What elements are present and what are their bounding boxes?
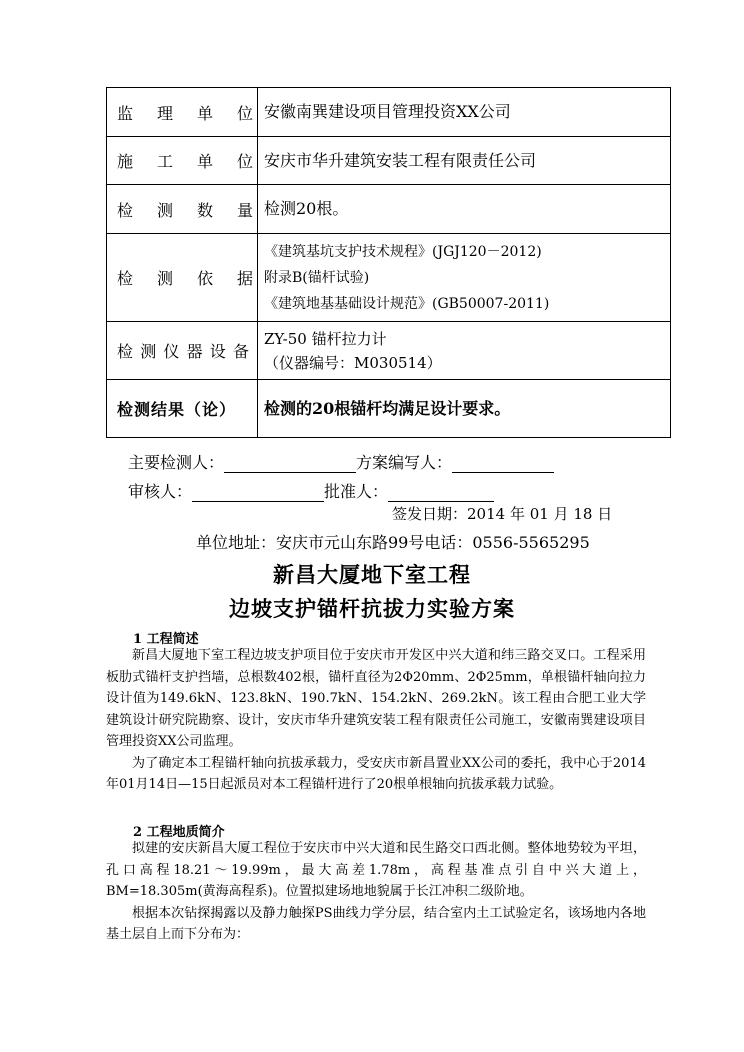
- label-char: 单: [196, 152, 213, 171]
- company-address: 单位地址：安庆市元山东路99号电话：0556-5565295: [196, 533, 590, 552]
- row-label: [107, 88, 258, 137]
- label-char: 检: [117, 342, 134, 361]
- label-char: 依: [196, 269, 213, 288]
- basis-line: 附录B(锚杆试验): [264, 269, 370, 286]
- signature-blank: [388, 485, 494, 502]
- equipment-value: [258, 322, 671, 380]
- label-char: 设: [209, 342, 226, 361]
- table-row: [107, 322, 671, 380]
- label-char: 仪: [163, 342, 180, 361]
- result-label-text: 检测结果（论）: [117, 400, 237, 419]
- equipment-line: （仪器编号：M030514）: [264, 353, 442, 372]
- equipment-line: ZY-50 锚杆拉力计: [264, 329, 387, 348]
- label-char: 器: [186, 342, 203, 361]
- section2-heading: 2 工程地质简介: [133, 825, 225, 840]
- label-char: 检: [117, 269, 134, 288]
- contractor-value: 安庆市华升建筑安装工程有限责任公司: [258, 137, 671, 185]
- label-char: 测: [156, 269, 173, 288]
- inspector-line: [128, 450, 554, 473]
- label-char: 位: [236, 152, 253, 171]
- info-table: [106, 87, 671, 438]
- table-row: [107, 88, 671, 137]
- basis-line: 《建筑基坑支护技术规程》(JGJ120－2012): [264, 243, 542, 260]
- supervisor-value: 安徽南巽建设项目管理投资XX公司: [258, 88, 671, 137]
- label-char: 备: [232, 342, 249, 361]
- label-char: 位: [236, 103, 253, 123]
- label-char: 单: [196, 103, 213, 123]
- table-row: [107, 234, 671, 322]
- result-value: 检测的20根锚杆均满足设计要求。: [258, 380, 671, 438]
- label-char: 检: [117, 200, 134, 220]
- section2-body: [106, 838, 646, 946]
- section1-paragraph: 新昌大厦地下室工程边坡支护项目位于安庆市开发区中兴大道和纬三路交叉口。工程采用板肋式锚杆支护挡墙，总根数402根，锚杆直径为2Φ20mm、2Φ25mm，单根锚杆轴向拉力设计值为149.6kN、123.8kN、190.7kN、154.2kN、269.2kN。该工程由合肥工业大学建筑设计研究院勘察、设计，安庆市华升建筑安装工程有限责任公司施工，安徽南巽建设项目管理投资XX公司监理。: [106, 648, 646, 749]
- main-inspector-label: 主要检测人：: [128, 453, 225, 472]
- quantity-value: 检测20根。: [258, 185, 671, 234]
- issue-date: 签发日期：2014 年 01 月 18 日: [392, 505, 613, 523]
- table-row: [107, 137, 671, 185]
- basis-line: 《建筑地基基础设计规范》(GB50007-2011): [264, 295, 550, 312]
- table-row: [107, 185, 671, 234]
- plan-writer-label: 方案编写人：: [356, 453, 453, 472]
- section2-paragraph: 拟建的安庆新昌大厦工程位于安庆市中兴大道和民生路交口西北侧。整体地势较为平坦，孔口高程18.21～19.99m，最大高差1.78m，高程基准点引自中兴大道上，BM=18.305m(黄海高程系)。位置拟建场地地貌属于长江冲积二级阶地。: [106, 841, 646, 899]
- review-line: [128, 479, 494, 502]
- doc-title-line1: 新昌大厦地下室工程: [273, 562, 471, 587]
- label-char: 监: [117, 103, 134, 123]
- label-char: 测: [140, 342, 157, 361]
- label-char: 测: [156, 200, 173, 220]
- row-label: [107, 137, 258, 185]
- approver-label: 批准人：: [324, 482, 389, 501]
- section1-paragraph: 为了确定本工程锚杆轴向抗拔承载力，受安庆市新昌置业XX公司的委托，我中心于2014年01月14日—15日起派员对本工程锚杆进行了20根单根轴向抗拔承载力试验。: [106, 755, 646, 792]
- basis-value: [258, 234, 671, 322]
- section1-body: [106, 645, 646, 796]
- label-char: 据: [236, 269, 253, 288]
- section1-heading: 1 工程简述: [133, 632, 199, 647]
- section2-paragraph: 根据本次钻探揭露以及静力触探PS曲线力学分层，结合室内土工试验定名，该场地内各地基土层自上而下分布为：: [106, 905, 646, 942]
- label-char: 量: [236, 200, 253, 220]
- label-char: 工: [156, 152, 173, 171]
- label-char: 施: [117, 152, 134, 171]
- label-char: 理: [156, 103, 173, 123]
- signature-blank: [224, 456, 356, 473]
- label-char: 数: [196, 200, 213, 220]
- signature-blank: [192, 485, 324, 502]
- table-row: [107, 380, 671, 438]
- result-label: [107, 380, 258, 438]
- row-label: [107, 234, 258, 322]
- doc-title-line2: 边坡支护锚杆抗拔力实验方案: [229, 596, 515, 621]
- reviewer-label: 审核人：: [128, 482, 193, 501]
- row-label: [107, 185, 258, 234]
- row-label: [107, 322, 258, 380]
- signature-blank: [452, 456, 554, 473]
